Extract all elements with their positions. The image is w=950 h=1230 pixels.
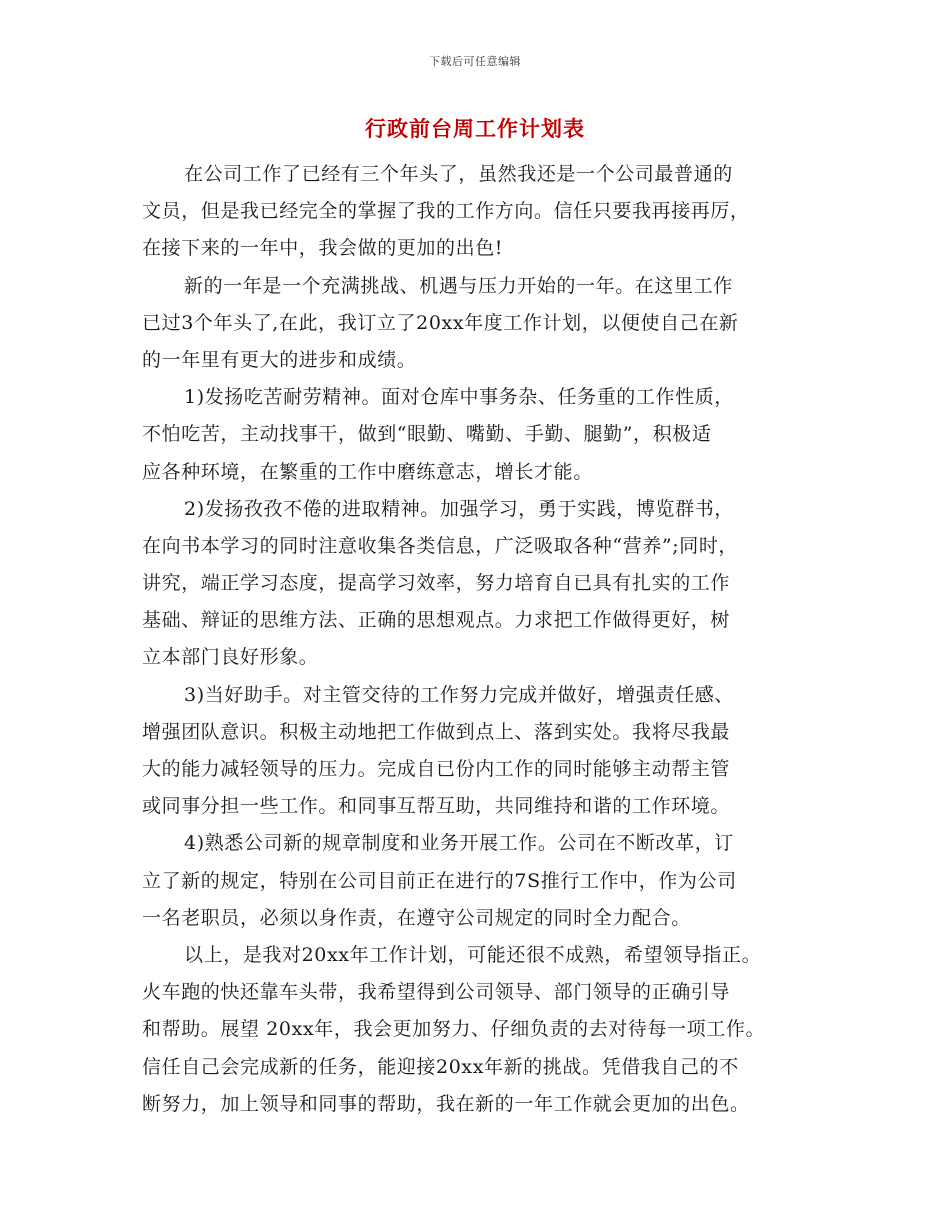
body-line: 信任自己会完成新的任务，能迎接20xx年新的挑战。凭借我自己的不 <box>142 1055 739 1078</box>
body-line: 在向书本学习的同时注意收集各类信息，广泛吸取各种“营养”;同时， <box>142 534 739 557</box>
body-line: 大的能力减轻领导的压力。完成自已份内工作的同时能够主动帮主管 <box>142 758 731 780</box>
header-note: 下载后可任意编辑 <box>429 55 521 68</box>
body-line: 立本部门良好形象。 <box>142 646 319 669</box>
body-line: 的一年里有更大的进步和成绩。 <box>142 348 417 371</box>
body-line: 不怕吃苦，主动找事干，做到“眼勤、嘴勤、手勤、腿勤”，积极适 <box>142 423 712 446</box>
body-line: 或同事分担一些工作。和同事互帮互助，共同维持和谐的工作环境。 <box>142 795 731 818</box>
body-line: 以上，是我对20xx年工作计划，可能还很不成熟，希望领导指正。 <box>184 943 762 966</box>
body-line: 在接下来的一年中，我会做的更加的出色! <box>142 237 504 260</box>
body-line: 一名老职员，必须以身作责，在遵守公司规定的同时全力配合。 <box>142 906 691 929</box>
body-line: 立了新的规定，特别在公司目前正在进行的7S推行工作中，作为公司 <box>142 869 737 892</box>
body-line: 已过3个年头了,在此，我订立了20xx年度工作计划，以便使自己在新 <box>142 311 739 334</box>
body-line: 火车跑的快还靠车头带，我希望得到公司领导、部门领导的正确引导 <box>142 981 731 1004</box>
body-line: 在公司工作了已经有三个年头了，虽然我还是一个公司最普通的 <box>184 163 733 185</box>
document-title: 行政前台周工作计划表 <box>365 116 585 141</box>
body-line: 文员，但是我已经完全的掌握了我的工作方向。信任只要我再接再厉， <box>142 200 750 223</box>
body-line: 1)发扬吃苦耐劳精神。面对仓库中事务杂、任务重的工作性质， <box>184 386 734 409</box>
body-line: 断努力，加上领导和同事的帮助，我在新的一年工作就会更加的出色。 <box>142 1092 750 1115</box>
body-line: 基础、辩证的思维方法、正确的思想观点。力求把工作做得更好，树 <box>142 609 731 632</box>
body-line: 讲究，端正学习态度，提高学习效率，努力培育自已具有扎实的工作 <box>142 572 731 595</box>
document-body <box>142 156 822 1123</box>
body-line: 4)熟悉公司新的规章制度和业务开展工作。公司在不断改革，订 <box>184 832 734 855</box>
body-line: 新的一年是一个充满挑战、机遇与压力开始的一年。在这里工作 <box>184 274 733 297</box>
body-line: 和帮助。展望 20xx年，我会更加努力、仔细负责的去对待每一项工作。 <box>142 1018 766 1041</box>
body-line: 应各种环境，在繁重的工作中磨练意志，增长才能。 <box>142 460 593 483</box>
body-line: 3)当好助手。对主管交待的工作努力完成并做好，增强责任感、 <box>184 683 734 706</box>
body-line: 增强团队意识。积极主动地把工作做到点上、落到实处。我将尽我最 <box>142 720 731 743</box>
body-line: 2)发扬孜孜不倦的进取精神。加强学习，勇于实践，博览群书， <box>184 497 734 520</box>
